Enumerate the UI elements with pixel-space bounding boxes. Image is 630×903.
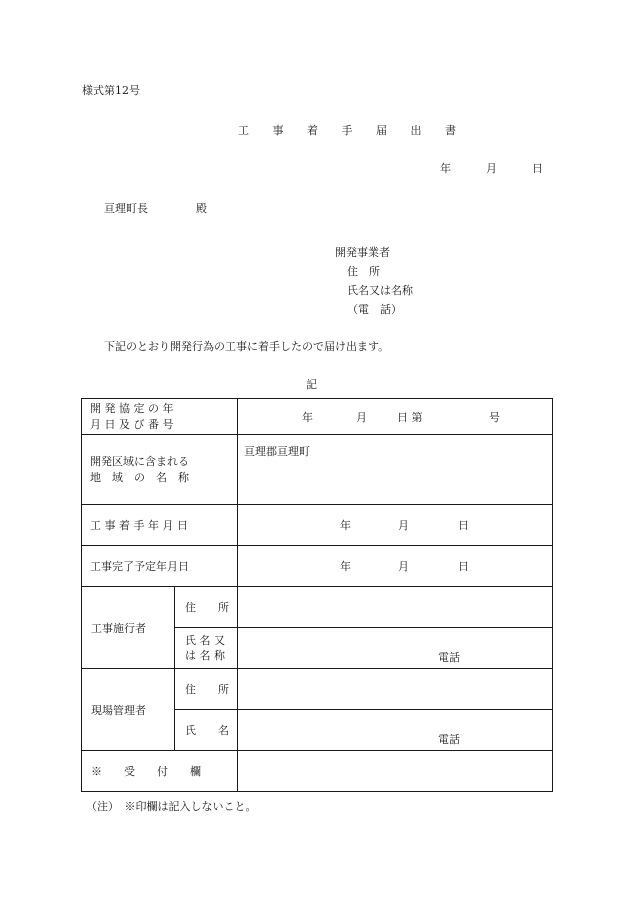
document-title: 工 事 着 手 届 出 書 xyxy=(238,124,466,137)
applicant-address-label: 住 所 xyxy=(347,265,380,278)
start-date-field[interactable] xyxy=(238,505,553,546)
table-row xyxy=(82,669,553,710)
applicant-name-label: 氏名又は名称 xyxy=(347,284,413,297)
contractor-address-field[interactable] xyxy=(238,587,553,628)
contractor-name-label-line2: は 名 称 xyxy=(185,649,225,662)
completion-year: 年 xyxy=(340,560,351,573)
contractor-name-field[interactable] xyxy=(238,628,553,669)
agreement-date-label xyxy=(82,399,238,435)
contractor-phone-label: 電話 xyxy=(438,651,460,664)
start-day: 日 xyxy=(458,519,469,532)
body-text: 下記のとおり開発行為の工事に着手したので届け出ます。 xyxy=(104,340,390,353)
start-year: 年 xyxy=(340,519,351,532)
area-name-label xyxy=(82,435,238,505)
area-name-value: 亘理郡亘理町 xyxy=(244,445,310,458)
area-name-label-line2: 地 域 の 名 称 xyxy=(90,470,189,484)
manager-name-label: 氏 名 xyxy=(175,710,238,751)
completion-day: 日 xyxy=(458,560,469,573)
table-row xyxy=(82,546,553,587)
manager-label: 現場管理者 xyxy=(82,669,175,751)
applicant-phone-label: （電 話） xyxy=(347,303,402,316)
date-day-label: 日 xyxy=(532,162,543,175)
table-row xyxy=(82,751,553,792)
contractor-name-label-line1: 氏 名 又 xyxy=(185,634,225,647)
completion-date-label: 工事完了予定年月日 xyxy=(82,546,238,587)
agreement-date-label-line2: 月 日 及 び 番 号 xyxy=(90,417,174,431)
manager-name-field[interactable] xyxy=(238,710,553,751)
date-year-label: 年 xyxy=(440,162,451,175)
manager-address-label: 住 所 xyxy=(175,669,238,710)
addressee-honorific: 殿 xyxy=(196,202,207,215)
table-row xyxy=(82,435,553,505)
manager-address-field[interactable] xyxy=(238,669,553,710)
agreement-year: 年 xyxy=(302,410,313,424)
agreement-day-number: 日 第 xyxy=(397,410,423,424)
completion-date-field[interactable] xyxy=(238,546,553,587)
ki-heading: 記 xyxy=(306,378,317,391)
form-number: 様式第12号 xyxy=(82,84,140,97)
table-row xyxy=(82,505,553,546)
area-name-label-line1: 開発区域に含まれる xyxy=(90,454,189,468)
start-date-label: 工 事 着 手 年 月 日 xyxy=(82,505,238,546)
footnote: （注） ※印欄は記入しないこと。 xyxy=(86,800,257,813)
contractor-name-label xyxy=(175,628,238,669)
addressee-name: 亘理町長 xyxy=(104,202,148,215)
completion-month: 月 xyxy=(398,560,409,573)
addressee xyxy=(104,200,207,216)
receipt-field xyxy=(238,751,553,792)
submission-date xyxy=(440,160,543,176)
start-month: 月 xyxy=(398,519,409,532)
agreement-date-label-line1: 開 発 協 定 の 年 xyxy=(90,401,174,415)
table-row xyxy=(82,399,553,435)
applicant-block xyxy=(335,243,413,319)
table-row xyxy=(82,587,553,628)
notice-table xyxy=(81,398,553,792)
agreement-month: 月 xyxy=(356,410,367,424)
date-month-label: 月 xyxy=(486,162,497,175)
agreement-number: 号 xyxy=(489,410,500,424)
receipt-label: ※ 受 付 欄 xyxy=(82,751,238,792)
manager-phone-label: 電話 xyxy=(438,733,460,746)
contractor-address-label: 住 所 xyxy=(175,587,238,628)
agreement-date-field[interactable] xyxy=(238,399,553,435)
contractor-label: 工事施行者 xyxy=(82,587,175,669)
area-name-field[interactable] xyxy=(238,435,553,505)
applicant-heading: 開発事業者 xyxy=(335,246,390,259)
